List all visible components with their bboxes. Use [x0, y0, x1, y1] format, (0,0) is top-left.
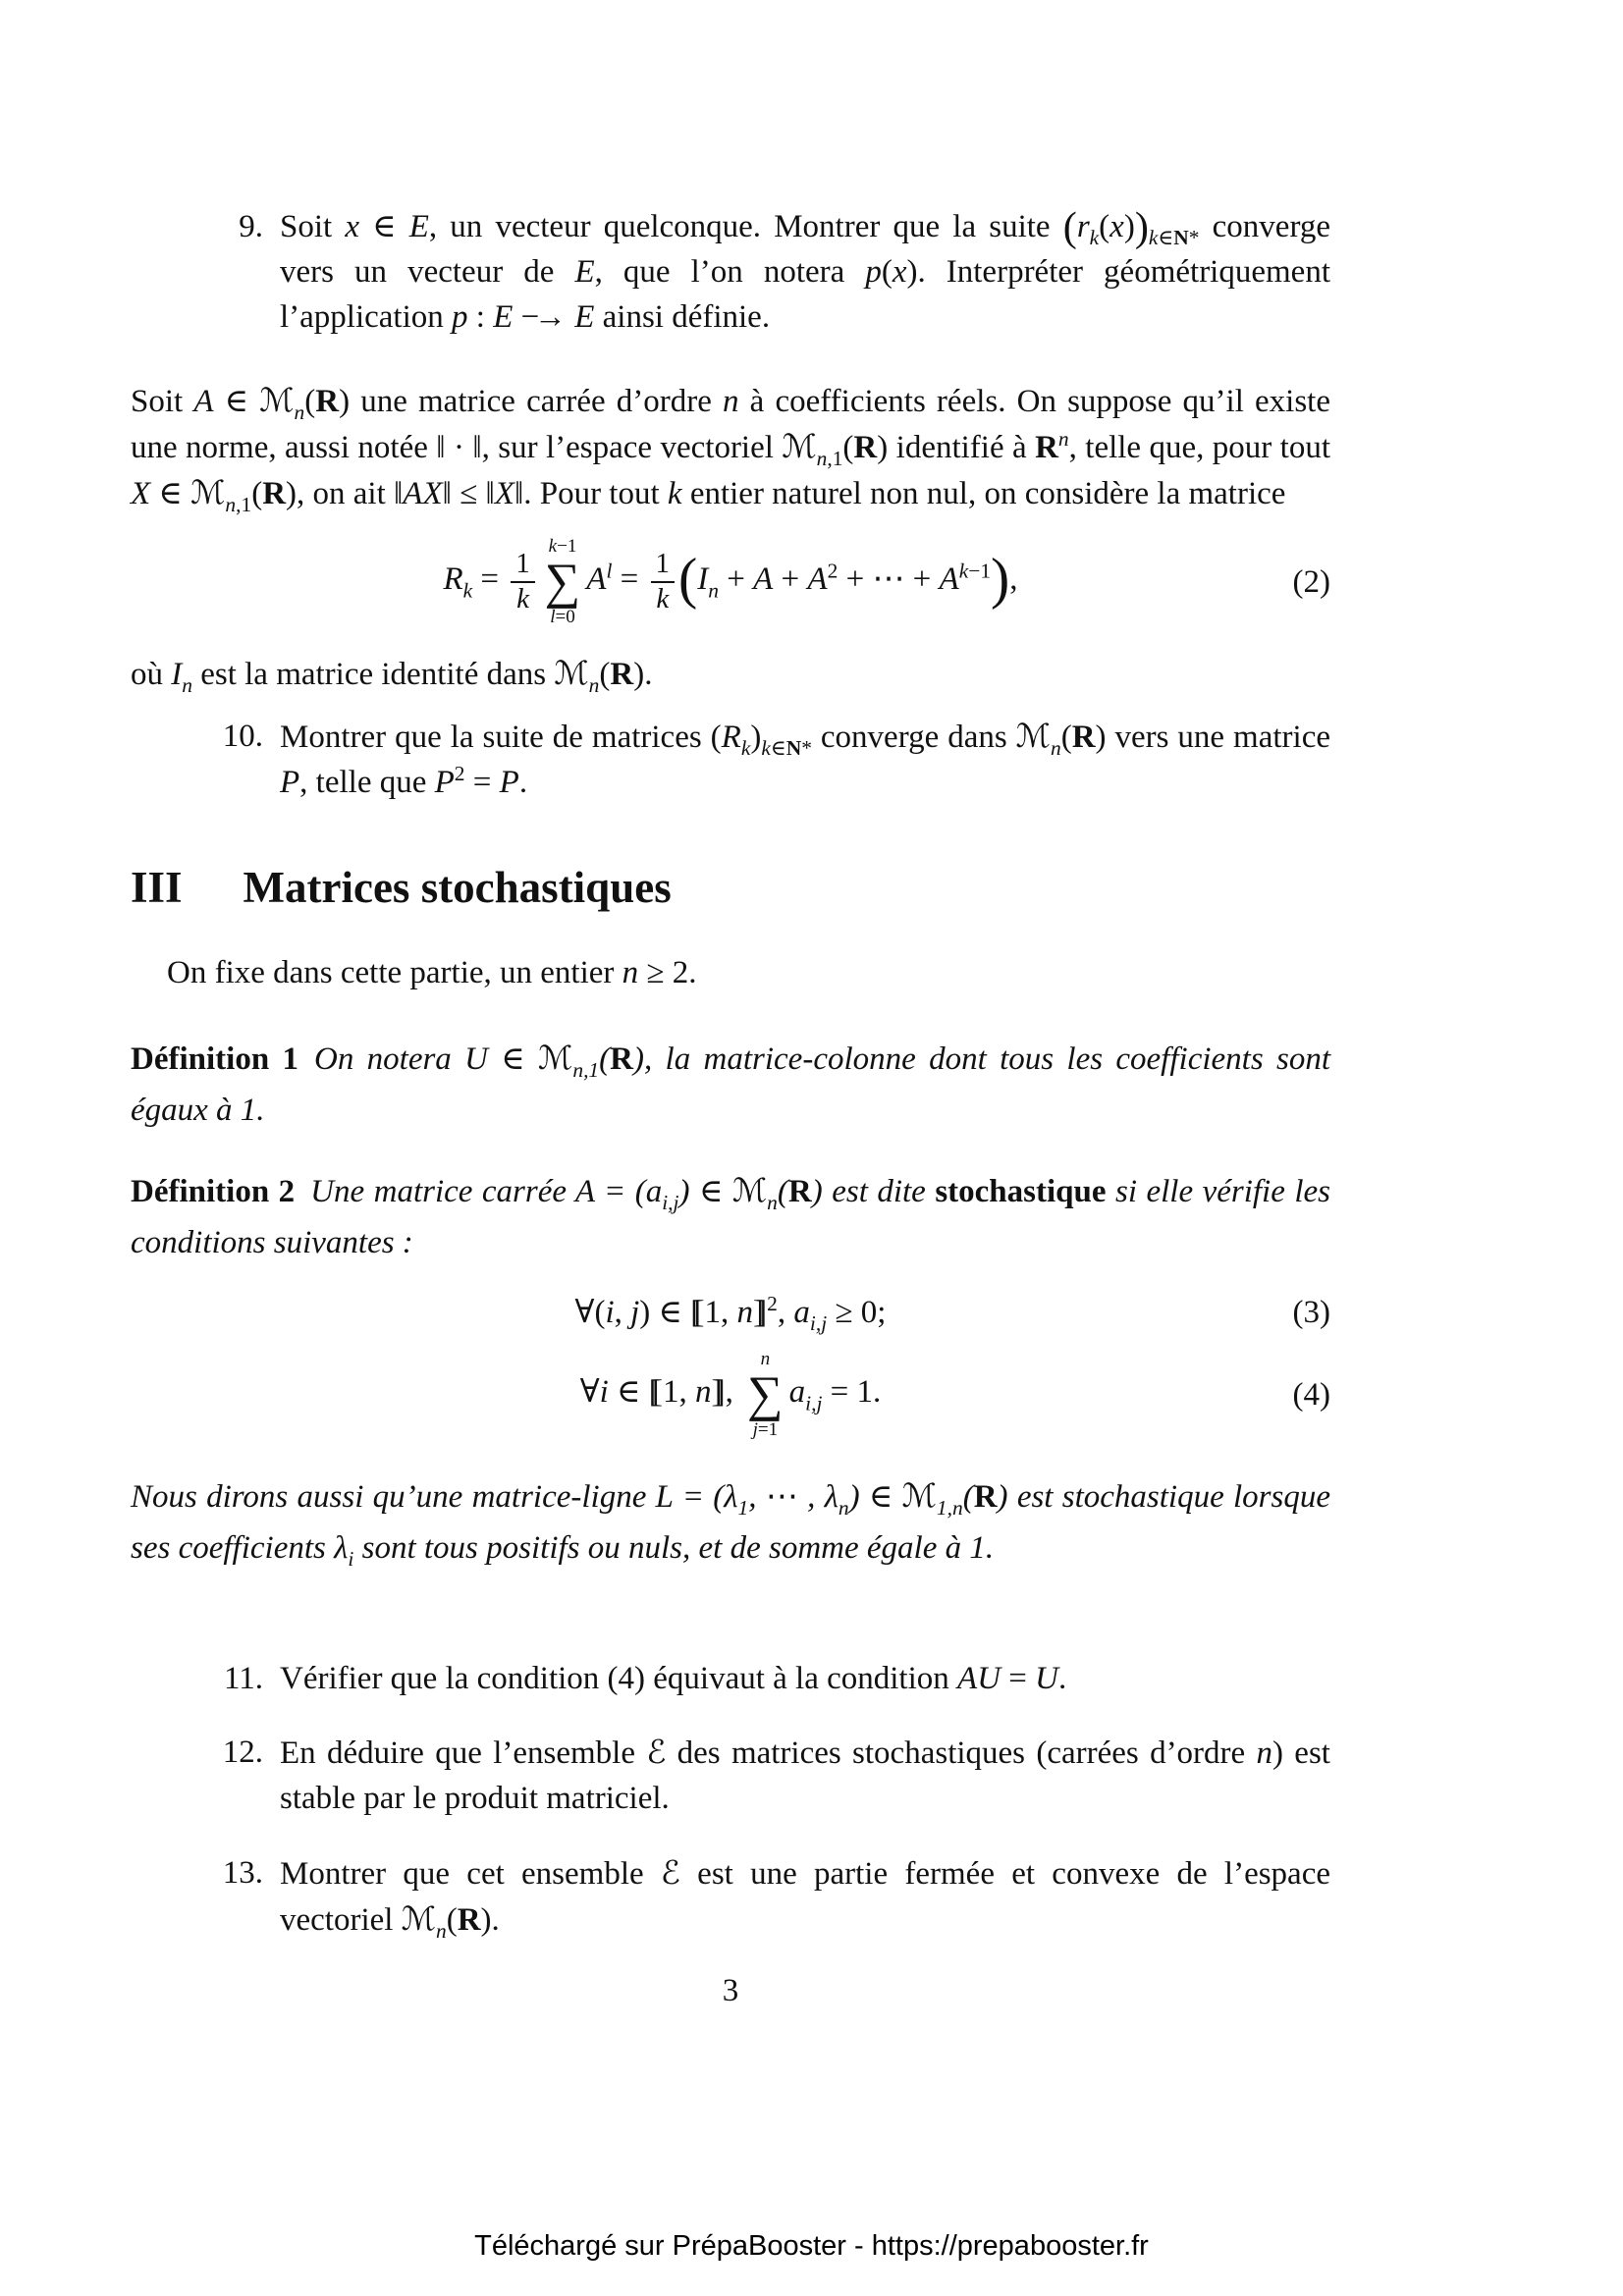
question-12-number: 12.: [222, 1734, 263, 1770]
question-12: [131, 1730, 1330, 1821]
definition-2: [131, 1165, 1330, 1268]
equation-3-body: ∀(i, j) ∈ [[ 1, n]] $^2$, $a_{i,j} \ge 0$;: [574, 1292, 887, 1336]
definition-2-label: Définition 2: [131, 1174, 296, 1210]
question-11-text: Vérifier que la condition (4) équivaut à la condition AU = U.: [280, 1660, 1067, 1696]
page-number: 3: [722, 1972, 739, 2008]
paragraph-matrice-ligne: Nous dirons aussi qu’une matrice-ligne $L = (\lambda_1$, ⋯ , $\lambda_n$) ∈ ℳ$_{1,n}$(R) est stochastique lorsque ses coefficients $\lambda_i$ sont tous positifs ou nuls, et de somme égale à 1.: [131, 1475, 1331, 1571]
question-13-number: 13.: [222, 1854, 263, 1891]
question-11: [131, 1656, 1330, 1701]
equation-2-body: $R_k$ = $\frac{1}{k}$ k−1 ∑ l=0 $A^l$ = $\frac{1}{k}$ ($I_n + A + A^2$ + ⋯ + $A^{k-1}$),: [443, 536, 1018, 628]
paragraph-identity-matrix: où $I_n$ est la matrice identité dans ℳ$_n$(R).: [131, 654, 653, 698]
definition-1-text: On notera U ∈ ℳ$_{n,1}$(R), la matrice-colonne dont tous les coefficients sont égaux à 1.: [131, 1039, 1330, 1129]
definition-2-text: Une matrice carrée $A = (a_{i,j})$ ∈ ℳ$_n$(R) est dite stochastique si elle vérifie les conditions suivantes :: [131, 1171, 1331, 1261]
text-block: [131, 204, 1330, 2013]
question-9-text: Soit x ∈ E, un vecteur quelconque. Montrer que la suite $(r_k(x))_{k\in N*}$ converge vers un vecteur de E, que l’on notera p(x). Interpréter géométriquement l’application p : E −→ E ainsi définie.: [280, 203, 1330, 335]
paragraph-fix-n: On fixe dans cette partie, un entier n ≥ 2.: [167, 955, 697, 991]
paragraph-matrix-norm: Soit A ∈ ℳ$_n$(R) une matrice carrée d’ordre n à coefficients réels. On suppose qu’il existe une norme, aussi notée ‖ · ‖, sur l’espace vectoriel ℳ$_{n,1}$(R) identifié à $R^n$, telle que, pour tout X ∈ ℳ$_{n,1}$(R), on ait ‖AX‖ ≤ ‖X‖. Pour tout k entier naturel non nul, on considère la matrice: [131, 381, 1331, 517]
equation-3-number: (3): [1292, 1295, 1330, 1331]
footer-watermark: Téléchargé sur PrépaBooster - https://prepabooster.fr: [474, 2230, 1149, 2262]
question-10-number: 10.: [222, 719, 263, 755]
question-13-text: Montrer que cet ensemble ℰ est une partie fermée et convexe de l’espace vectoriel ℳ$_n$(R).: [280, 1852, 1330, 1943]
equation-4: [131, 1349, 1330, 1440]
question-10-text: Montrer que la suite de matrices $(R_k)_{k\in N*}$ converge dans ℳ$_n$(R) vers une matrice P, telle que $P^2 = P$.: [280, 717, 1330, 801]
equation-3: [131, 1290, 1330, 1335]
question-12-text: En déduire que l’ensemble ℰ des matrices stochastiques (carrées d’ordre n) est stable par le produit matriciel.: [280, 1732, 1330, 1816]
question-13: [131, 1850, 1330, 1943]
section-title: Matrices stochastiques: [243, 863, 672, 913]
question-9-number: 9.: [239, 209, 263, 244]
question-10: [131, 714, 1330, 805]
section-heading: [131, 856, 1330, 919]
equation-2: [131, 536, 1330, 627]
definition-1-label: Définition 1: [131, 1041, 298, 1078]
equation-4-number: (4): [1292, 1376, 1330, 1413]
equation-4-body: ∀i ∈ [[ 1, n]] , n ∑ j=1 $a_{i,j} = 1$.: [579, 1349, 882, 1441]
question-9: [131, 204, 1330, 340]
section-number: III: [131, 863, 183, 913]
definition-1: [131, 1033, 1330, 1136]
question-11-number: 11.: [223, 1660, 263, 1696]
equation-2-number: (2): [1292, 563, 1330, 600]
